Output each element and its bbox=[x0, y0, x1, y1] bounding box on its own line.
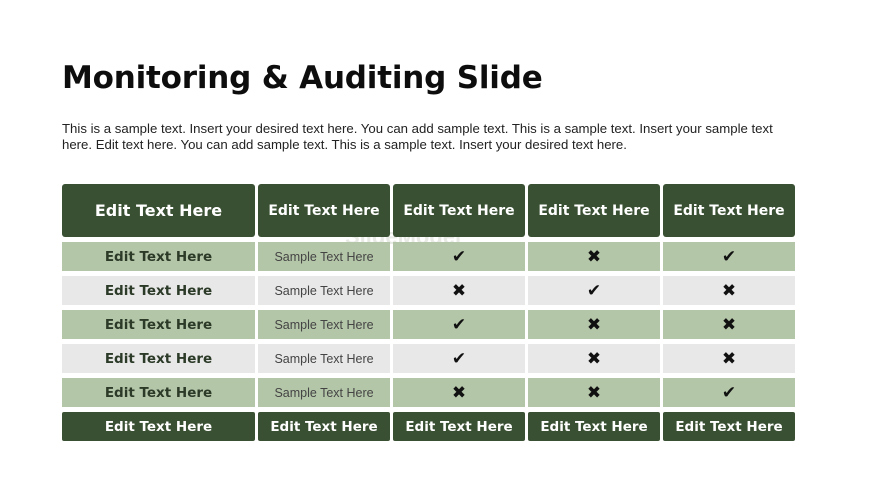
footer-cell: Edit Text Here bbox=[528, 412, 660, 441]
row-sample-text: Sample Text Here bbox=[258, 276, 390, 305]
check-icon: ✔ bbox=[663, 242, 795, 271]
footer-cell: Edit Text Here bbox=[663, 412, 795, 441]
footer-cell: Edit Text Here bbox=[62, 412, 255, 441]
header-cell: Edit Text Here bbox=[62, 184, 255, 237]
slide-title: Monitoring & Auditing Slide bbox=[62, 60, 543, 96]
check-icon: ✔ bbox=[393, 242, 525, 271]
cross-icon: ✖ bbox=[663, 276, 795, 305]
cross-icon: ✖ bbox=[528, 310, 660, 339]
comparison-table bbox=[62, 184, 796, 441]
row-sample-text: Sample Text Here bbox=[258, 344, 390, 373]
cross-icon: ✖ bbox=[393, 276, 525, 305]
check-icon: ✔ bbox=[393, 344, 525, 373]
cross-icon: ✖ bbox=[393, 378, 525, 407]
slide-description: This is a sample text. Insert your desired text here. You can add sample text. This is a sample text. Insert your sample text here. Edit text here. You can add sample text. This is a sample text. Insert your desired text here. bbox=[62, 121, 773, 152]
check-icon: ✔ bbox=[528, 276, 660, 305]
check-icon: ✔ bbox=[393, 310, 525, 339]
footer-cell: Edit Text Here bbox=[258, 412, 390, 441]
check-icon: ✔ bbox=[663, 378, 795, 407]
row-label: Edit Text Here bbox=[62, 242, 255, 271]
row-sample-text: Sample Text Here bbox=[258, 310, 390, 339]
row-sample-text: Sample Text Here bbox=[258, 242, 390, 271]
cross-icon: ✖ bbox=[528, 378, 660, 407]
row-label: Edit Text Here bbox=[62, 276, 255, 305]
header-cell: Edit Text Here bbox=[258, 184, 390, 237]
cross-icon: ✖ bbox=[663, 310, 795, 339]
row-label: Edit Text Here bbox=[62, 344, 255, 373]
cross-icon: ✖ bbox=[528, 344, 660, 373]
header-cell: Edit Text Here bbox=[393, 184, 525, 237]
footer-cell: Edit Text Here bbox=[393, 412, 525, 441]
cross-icon: ✖ bbox=[528, 242, 660, 271]
row-sample-text: Sample Text Here bbox=[258, 378, 390, 407]
header-cell: Edit Text Here bbox=[528, 184, 660, 237]
header-cell: Edit Text Here bbox=[663, 184, 795, 237]
cross-icon: ✖ bbox=[663, 344, 795, 373]
row-label: Edit Text Here bbox=[62, 378, 255, 407]
row-label: Edit Text Here bbox=[62, 310, 255, 339]
